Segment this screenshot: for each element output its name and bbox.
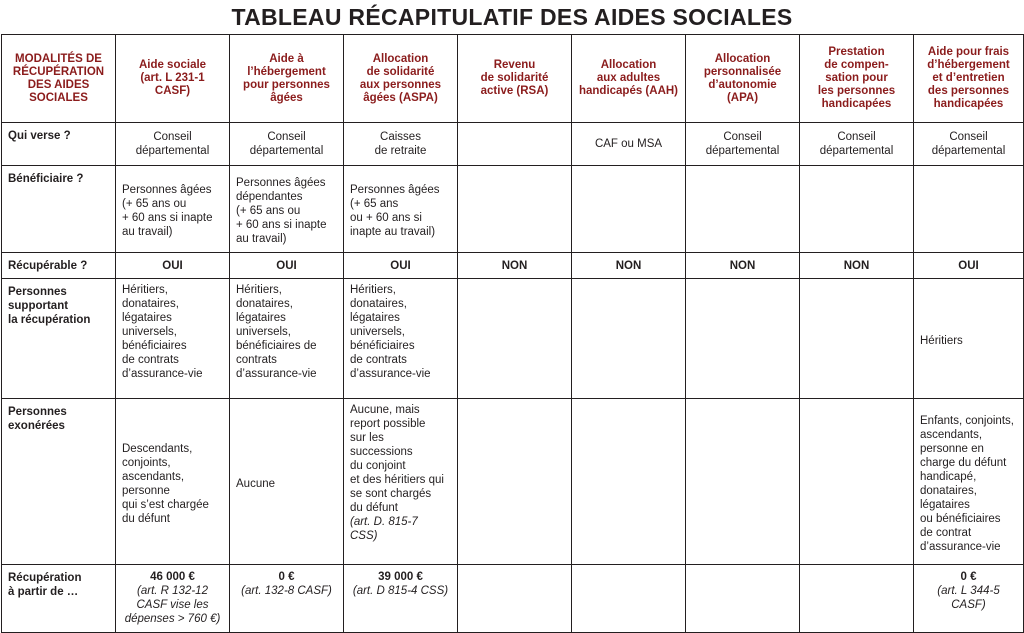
- table-cell: [914, 166, 1024, 253]
- table-cell: OUI: [230, 253, 344, 279]
- column-header-prestation-compensation: Prestation de compen- sation pour les personnes handicapées: [800, 35, 914, 123]
- table-cell: [572, 399, 686, 565]
- table-cell: [686, 399, 800, 565]
- table-cell: OUI: [914, 253, 1024, 279]
- page-title: TABLEAU RÉCAPITULATIF DES AIDES SOCIALES: [231, 4, 793, 30]
- legal-reference: (art. D 815-4 CSS): [352, 585, 449, 597]
- table-cell: CAF ou MSA: [572, 123, 686, 166]
- row-recuperable: [2, 253, 1024, 279]
- table-cell: NON: [800, 253, 914, 279]
- row-label: Personnes supportant la récupération: [2, 279, 116, 399]
- legal-reference: (art. D. 815-7 CSS): [350, 516, 418, 542]
- table-cell: [572, 279, 686, 399]
- column-header-aspa: Allocation de solidarité aux personnes âgées (ASPA): [344, 35, 458, 123]
- table-cell: [572, 166, 686, 253]
- table-cell: NON: [686, 253, 800, 279]
- table-cell: Conseil départemental: [914, 123, 1024, 166]
- table-cell: [800, 166, 914, 253]
- legal-reference: (art. R 132-12 CASF vise les dépenses > 760 €): [124, 585, 221, 625]
- table-cell: [800, 399, 914, 565]
- legal-reference: (art. L 344-5 CASF): [937, 585, 1000, 611]
- table-cell: Caisses de retraite: [344, 123, 458, 166]
- row-qui-verse: [2, 123, 1024, 166]
- row-personnes-supportant: [2, 279, 1024, 399]
- summary-table: [1, 34, 1024, 633]
- table-cell: [572, 565, 686, 633]
- row-label: Bénéficiaire ?: [2, 166, 116, 253]
- table-cell: [686, 166, 800, 253]
- legal-reference: (art. 132-8 CASF): [241, 585, 332, 597]
- table-cell: Descendants, conjoints, ascendants, personne qui s’est chargée du défunt: [116, 399, 230, 565]
- table-cell: 39 000 € (art. D 815-4 CSS): [344, 565, 458, 633]
- row-label: Qui verse ?: [2, 123, 116, 166]
- table-cell: [458, 123, 572, 166]
- table-cell: [458, 399, 572, 565]
- table-cell: Héritiers, donataires, légataires universels, bénéficiaires de contrats d’assurance-vie: [116, 279, 230, 399]
- table-cell: Personnes âgées (+ 65 ans ou + 60 ans si inapte au travail): [344, 166, 458, 253]
- column-header-rsa: Revenu de solidarité active (RSA): [458, 35, 572, 123]
- table-cell: OUI: [344, 253, 458, 279]
- table-cell: 0 € (art. L 344-5 CASF): [914, 565, 1024, 633]
- row-label: Récupérable ?: [2, 253, 116, 279]
- column-header-aide-hebergement: Aide à l’hébergement pour personnes âgées: [230, 35, 344, 123]
- column-header-aide-sociale: Aide sociale (art. L 231-1 CASF): [116, 35, 230, 123]
- table-cell: Héritiers, donataires, légataires universels, bénéficiaires de contrats d’assurance-vie: [230, 279, 344, 399]
- column-header-apa: Allocation personnalisée d’autonomie (APA): [686, 35, 800, 123]
- table-cell: [800, 565, 914, 633]
- row-label: Personnes exonérées: [2, 399, 116, 565]
- table-cell: [458, 166, 572, 253]
- table-cell: Conseil départemental: [686, 123, 800, 166]
- table-cell: Aucune, mais report possible sur les successions du conjoint et des héritiers qui se sont chargés du défunt (art. D. 815-7 CSS): [344, 399, 458, 565]
- table-cell: 46 000 € (art. R 132-12 CASF vise les dépenses > 760 €): [116, 565, 230, 633]
- row-recuperation-a-partir: [2, 565, 1024, 633]
- table-cell: Aucune: [230, 399, 344, 565]
- table-cell: [686, 565, 800, 633]
- table-cell: [458, 279, 572, 399]
- table-cell: [800, 279, 914, 399]
- table-cell: Héritiers, donataires, légataires universels, bénéficiaires de contrats d’assurance-vie: [344, 279, 458, 399]
- table-cell: [458, 565, 572, 633]
- row-personnes-exonerees: [2, 399, 1024, 565]
- table-cell: Conseil départemental: [116, 123, 230, 166]
- table-cell: NON: [572, 253, 686, 279]
- column-header-aah: Allocation aux adultes handicapés (AAH): [572, 35, 686, 123]
- column-header-aide-frais-hebergement: Aide pour frais d’hébergement et d’entretien des personnes handicapées: [914, 35, 1024, 123]
- table-cell: Personnes âgées dépendantes (+ 65 ans ou + 60 ans si inapte au travail): [230, 166, 344, 253]
- table-cell: NON: [458, 253, 572, 279]
- table-cell: OUI: [116, 253, 230, 279]
- table-cell: Enfants, conjoints, ascendants, personne en charge du défunt handicapé, donataires, légataires ou bénéficiaires de contrat d’assurance-vie: [914, 399, 1024, 565]
- table-cell: [686, 279, 800, 399]
- row-beneficiaire: [2, 166, 1024, 253]
- table-cell: Conseil départemental: [800, 123, 914, 166]
- corner-header: MODALITÉS DE RÉCUPÉRATION DES AIDES SOCIALES: [2, 35, 116, 123]
- header-row: [2, 35, 1024, 123]
- table-cell: Héritiers: [914, 279, 1024, 399]
- table-cell: Conseil départemental: [230, 123, 344, 166]
- table-cell: Personnes âgées (+ 65 ans ou + 60 ans si inapte au travail): [116, 166, 230, 253]
- table-cell: 0 € (art. 132-8 CASF): [230, 565, 344, 633]
- row-label: Récupération à partir de …: [2, 565, 116, 633]
